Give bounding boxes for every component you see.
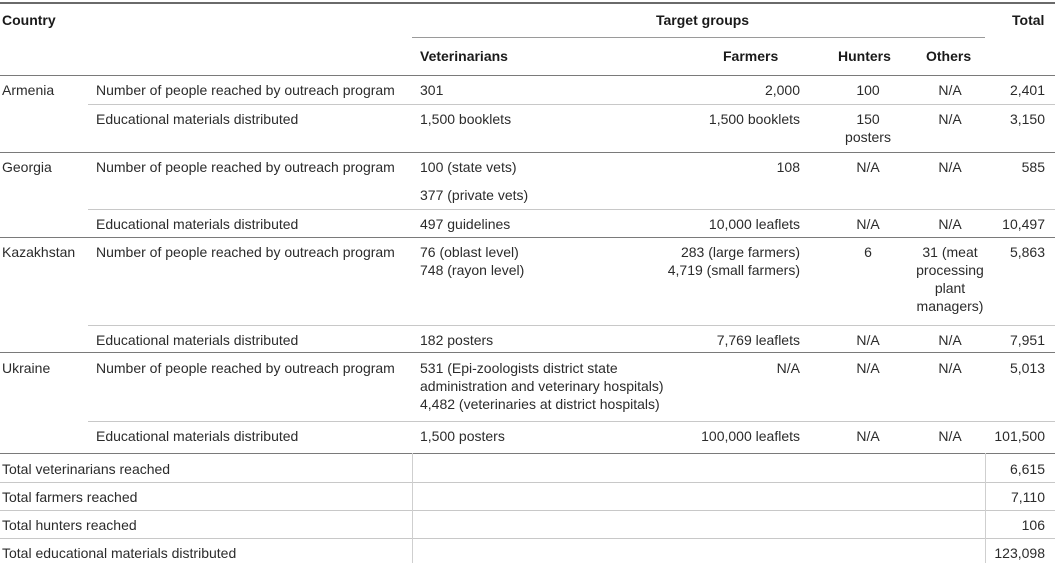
veterinarians-cell: 377 (private vets) <box>420 187 529 203</box>
measure-label: Number of people reached by outreach program <box>96 82 395 98</box>
veterinarians-cell: 301 <box>420 82 444 98</box>
header-hunters: Hunters <box>838 48 891 64</box>
measure-label: Number of people reached by outreach program <box>96 159 395 175</box>
veterinarians-cell: 4,482 (veterinaries at district hospitals) <box>420 396 660 412</box>
rule-kazakhstan-mid <box>88 325 1055 326</box>
farmers-cell: N/A <box>776 360 800 376</box>
total-cell: 585 <box>1021 159 1045 175</box>
header-total: Total <box>1012 12 1045 28</box>
hunters-cell: 100 <box>856 82 880 98</box>
summary-value: 6,615 <box>1009 461 1045 477</box>
veterinarians-cell: administration and veterinary hospitals) <box>420 378 664 394</box>
veterinarians-cell: 100 (state vets) <box>420 159 517 175</box>
total-cell: 3,150 <box>1009 111 1045 127</box>
vrule-totals-left <box>412 453 413 563</box>
summary-value: 7,110 <box>1011 489 1045 505</box>
others-cell: plant <box>934 280 966 296</box>
summary-label: Total hunters reached <box>2 517 137 533</box>
rule-ukraine-bottom <box>0 453 1055 454</box>
measure-label: Number of people reached by outreach program <box>96 244 395 260</box>
summary-label: Total farmers reached <box>2 489 138 505</box>
farmers-cell: 4,719 (small farmers) <box>667 262 800 278</box>
hunters-cell: N/A <box>856 360 880 376</box>
veterinarians-cell: 76 (oblast level) <box>420 244 519 260</box>
others-cell: N/A <box>938 111 962 127</box>
measure-label: Educational materials distributed <box>96 111 299 127</box>
summary-value: 123,098 <box>994 545 1045 561</box>
veterinarians-cell: 497 guidelines <box>420 216 511 232</box>
farmers-cell: 283 (large farmers) <box>680 244 800 260</box>
header-others: Others <box>926 48 972 64</box>
rule-header-bottom <box>0 75 1055 76</box>
veterinarians-cell: 1,500 posters <box>420 428 505 444</box>
hunters-cell: N/A <box>856 428 880 444</box>
farmers-cell: 10,000 leaflets <box>708 216 800 232</box>
rule-total-3 <box>0 538 1055 539</box>
summary-label: Total veterinarians reached <box>2 461 171 477</box>
others-cell: N/A <box>938 82 962 98</box>
rule-georgia-mid <box>88 209 1055 210</box>
hunters-cell: posters <box>845 129 891 145</box>
hunters-cell: 150 <box>856 111 880 127</box>
country-cell: Ukraine <box>2 360 51 376</box>
total-cell: 7,951 <box>1009 332 1045 348</box>
others-cell: processing <box>916 262 984 278</box>
rule-georgia-bottom <box>0 237 1055 238</box>
hunters-cell: N/A <box>856 216 880 232</box>
rule-under-target-groups <box>412 37 985 38</box>
rule-armenia-bottom <box>0 152 1055 153</box>
veterinarians-cell: 182 posters <box>420 332 494 348</box>
summary-value: 106 <box>1021 517 1045 533</box>
hunters-cell: N/A <box>856 332 880 348</box>
header-farmers: Farmers <box>723 48 779 64</box>
rule-total-2 <box>0 510 1055 511</box>
rule-ukraine-mid <box>88 421 1055 422</box>
total-cell: 101,500 <box>994 428 1045 444</box>
header-country: Country <box>2 12 56 28</box>
measure-label: Number of people reached by outreach program <box>96 360 395 376</box>
country-cell: Kazakhstan <box>2 244 76 260</box>
total-cell: 5,013 <box>1009 360 1045 376</box>
rule-top <box>0 2 1055 4</box>
header-veterinarians: Veterinarians <box>420 48 508 64</box>
others-cell: N/A <box>938 159 962 175</box>
summary-label: Total educational materials distributed <box>2 545 237 561</box>
farmers-cell: 2,000 <box>764 82 800 98</box>
others-cell: managers) <box>916 298 984 314</box>
hunters-cell: 6 <box>864 244 872 260</box>
others-cell: 31 (meat <box>922 244 978 260</box>
others-cell: N/A <box>938 332 962 348</box>
farmers-cell: 100,000 leaflets <box>701 428 800 444</box>
others-cell: N/A <box>938 360 962 376</box>
farmers-cell: 108 <box>776 159 800 175</box>
total-cell: 5,863 <box>1009 244 1045 260</box>
others-cell: N/A <box>938 216 962 232</box>
measure-label: Educational materials distributed <box>96 332 299 348</box>
country-cell: Armenia <box>2 82 55 98</box>
total-cell: 10,497 <box>1002 216 1045 232</box>
rule-kazakhstan-bottom <box>0 352 1055 353</box>
others-cell: N/A <box>938 428 962 444</box>
header-target-groups: Target groups <box>656 12 750 28</box>
country-cell: Georgia <box>2 159 52 175</box>
rule-armenia-mid <box>88 104 1055 105</box>
hunters-cell: N/A <box>856 159 880 175</box>
veterinarians-cell: 531 (Epi-zoologists district state <box>420 360 618 376</box>
total-cell: 2,401 <box>1009 82 1045 98</box>
rule-total-1 <box>0 482 1055 483</box>
veterinarians-cell: 1,500 booklets <box>420 111 512 127</box>
farmers-cell: 7,769 leaflets <box>716 332 800 348</box>
measure-label: Educational materials distributed <box>96 428 299 444</box>
veterinarians-cell: 748 (rayon level) <box>420 262 525 278</box>
farmers-cell: 1,500 booklets <box>708 111 800 127</box>
measure-label: Educational materials distributed <box>96 216 299 232</box>
